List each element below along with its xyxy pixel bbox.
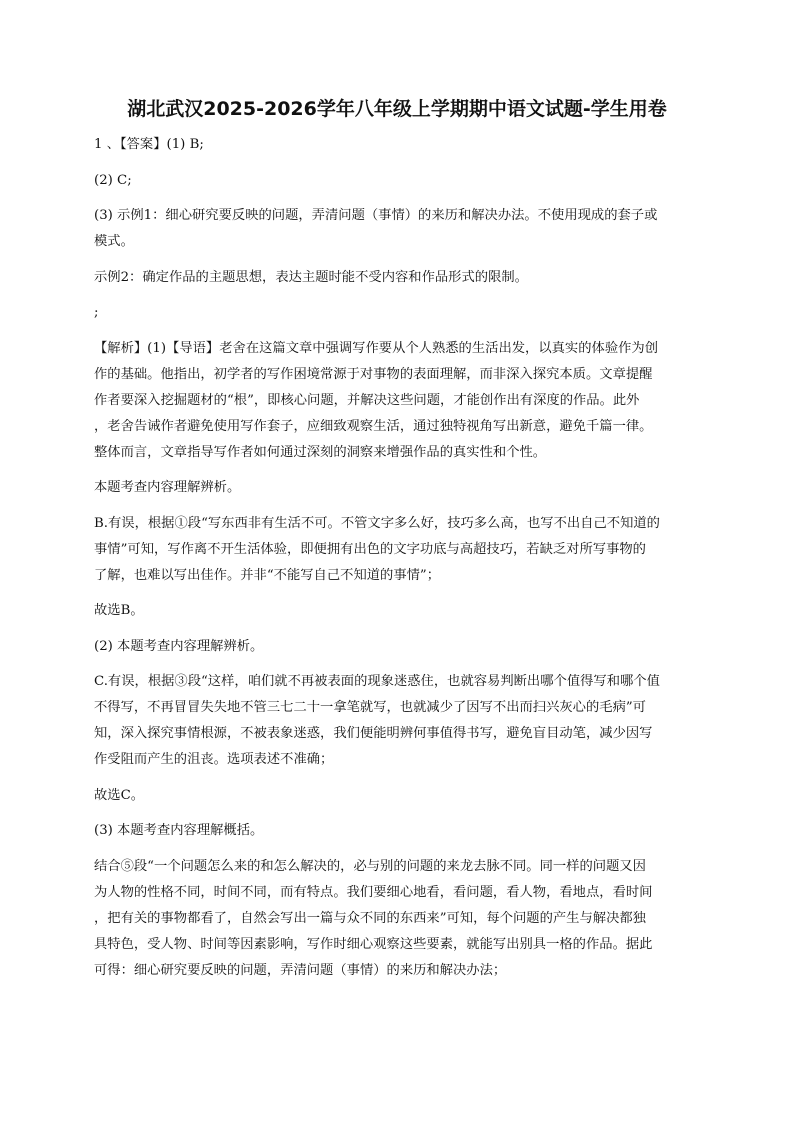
text-line: B.有误，根据①段“写东西非有生活不可。不管文字多么好，技巧多么高，也写不出自己不知道的 — [94, 515, 660, 531]
text-line: 示例2：确定作品的主题思想，表达主题时能不受内容和作品形式的限制。 — [94, 269, 528, 285]
answer-choice-c — [94, 783, 699, 809]
text-line: 模式。 — [94, 234, 134, 249]
document-body — [94, 132, 699, 993]
text-line: 故选C。 — [94, 787, 145, 803]
text-line: 知，深入探究事情根源，不被表象迷惑，我们便能明辨何事值得书写，避免盲目动笔，减少因写 — [94, 726, 653, 741]
text-line: ; — [94, 305, 99, 320]
analysis-topic-2 — [94, 634, 699, 660]
analysis-intro — [94, 336, 699, 466]
text-line: (3) 示例1：细心研究要反映的问题，弄清问题（事情）的来历和解决办法。不使用现成的套子或 — [94, 208, 658, 223]
document-title: 湖北武汉2025-2026学年八年级上学期期中语文试题-学生用卷 — [127, 98, 667, 120]
text-line: ，老舍告诫作者避免使用写作套子，应细致观察生活，通过独特视角写出新意，避免千篇一律。 — [94, 418, 653, 434]
text-line: 了解，也难以写出佳作。并非“不能写自己不知道的事情”； — [94, 567, 441, 583]
text-line: 为人物的性格不同，时间不同，而有特点。我们要细心地看，看问题，看人物，看地点，看时间 — [94, 884, 653, 900]
analysis-summary — [94, 854, 699, 984]
text-line: 本题考查内容理解辨析。 — [94, 480, 241, 495]
separator — [94, 300, 699, 326]
text-line: 故选B。 — [94, 603, 144, 618]
text-line: 作受阻而产生的沮丧。选项表述不准确； — [94, 752, 334, 767]
text-line: 结合⑤段“一个问题怎么来的和怎么解决的，必与别的问题的来龙去脉不同。同一样的问题又因 — [94, 858, 646, 874]
text-line: 1 、【答案】(1) B; — [94, 137, 204, 152]
text-line: 【解析】(1)【导语】老舍在这篇文章中强调写作要从个人熟悉的生活出发，以真实的体验作为创 — [94, 340, 659, 356]
analysis-topic-3 — [94, 818, 699, 844]
answer-line-2 — [94, 168, 699, 194]
text-line: 可得：细心研究要反映的问题，弄清问题（事情）的来历和解决办法； — [94, 962, 507, 978]
text-line: 整体而言，文章指导写作者如何通过深刻的洞察来增强作品的真实性和个性。 — [94, 444, 547, 460]
text-line: ，把有关的事物都看了，自然会写出一篇与众不同的东西来”可知，每个问题的产生与解决都独 — [94, 910, 646, 926]
text-line: (2) C; — [94, 172, 132, 188]
text-line: 不得写，不再冒冒失失地不管三七二十一拿笔就写，也就减少了因写不出而扫兴灰心的毛病”可 — [94, 700, 646, 715]
analysis-topic-1 — [94, 475, 699, 501]
text-line: 事情”可知，写作离不开生活体验，即便拥有出色的文字功底与高超技巧，若缺乏对所写事物的 — [94, 541, 646, 557]
answer-example-2 — [94, 265, 699, 291]
answer-example-1 — [94, 203, 699, 255]
answer-line-1 — [94, 132, 699, 158]
text-line: 作的基础。他指出，初学者的写作困境常源于对事物的表面理解，而非深入探究本质。文章提醒 — [94, 366, 653, 382]
text-line: C.有误，根据③段“这样，咱们就不再被表面的现象迷惑住，也就容易判断出哪个值得写和哪个值 — [94, 674, 660, 689]
analysis-option-b — [94, 511, 699, 589]
text-line: 具特色，受人物、时间等因素影响，写作时细心观察这些要素，就能写出别具一格的作品。据此 — [94, 936, 653, 952]
text-line: (2) 本题考查内容理解辨析。 — [94, 638, 264, 654]
analysis-option-c — [94, 669, 699, 773]
answer-choice-b — [94, 598, 699, 624]
text-line: (3) 本题考查内容理解概括。 — [94, 823, 264, 838]
text-line: 作者要深入挖掘题材的“根”，即核心问题，并解决这些问题，才能创作出有深度的作品。此外 — [94, 392, 640, 408]
